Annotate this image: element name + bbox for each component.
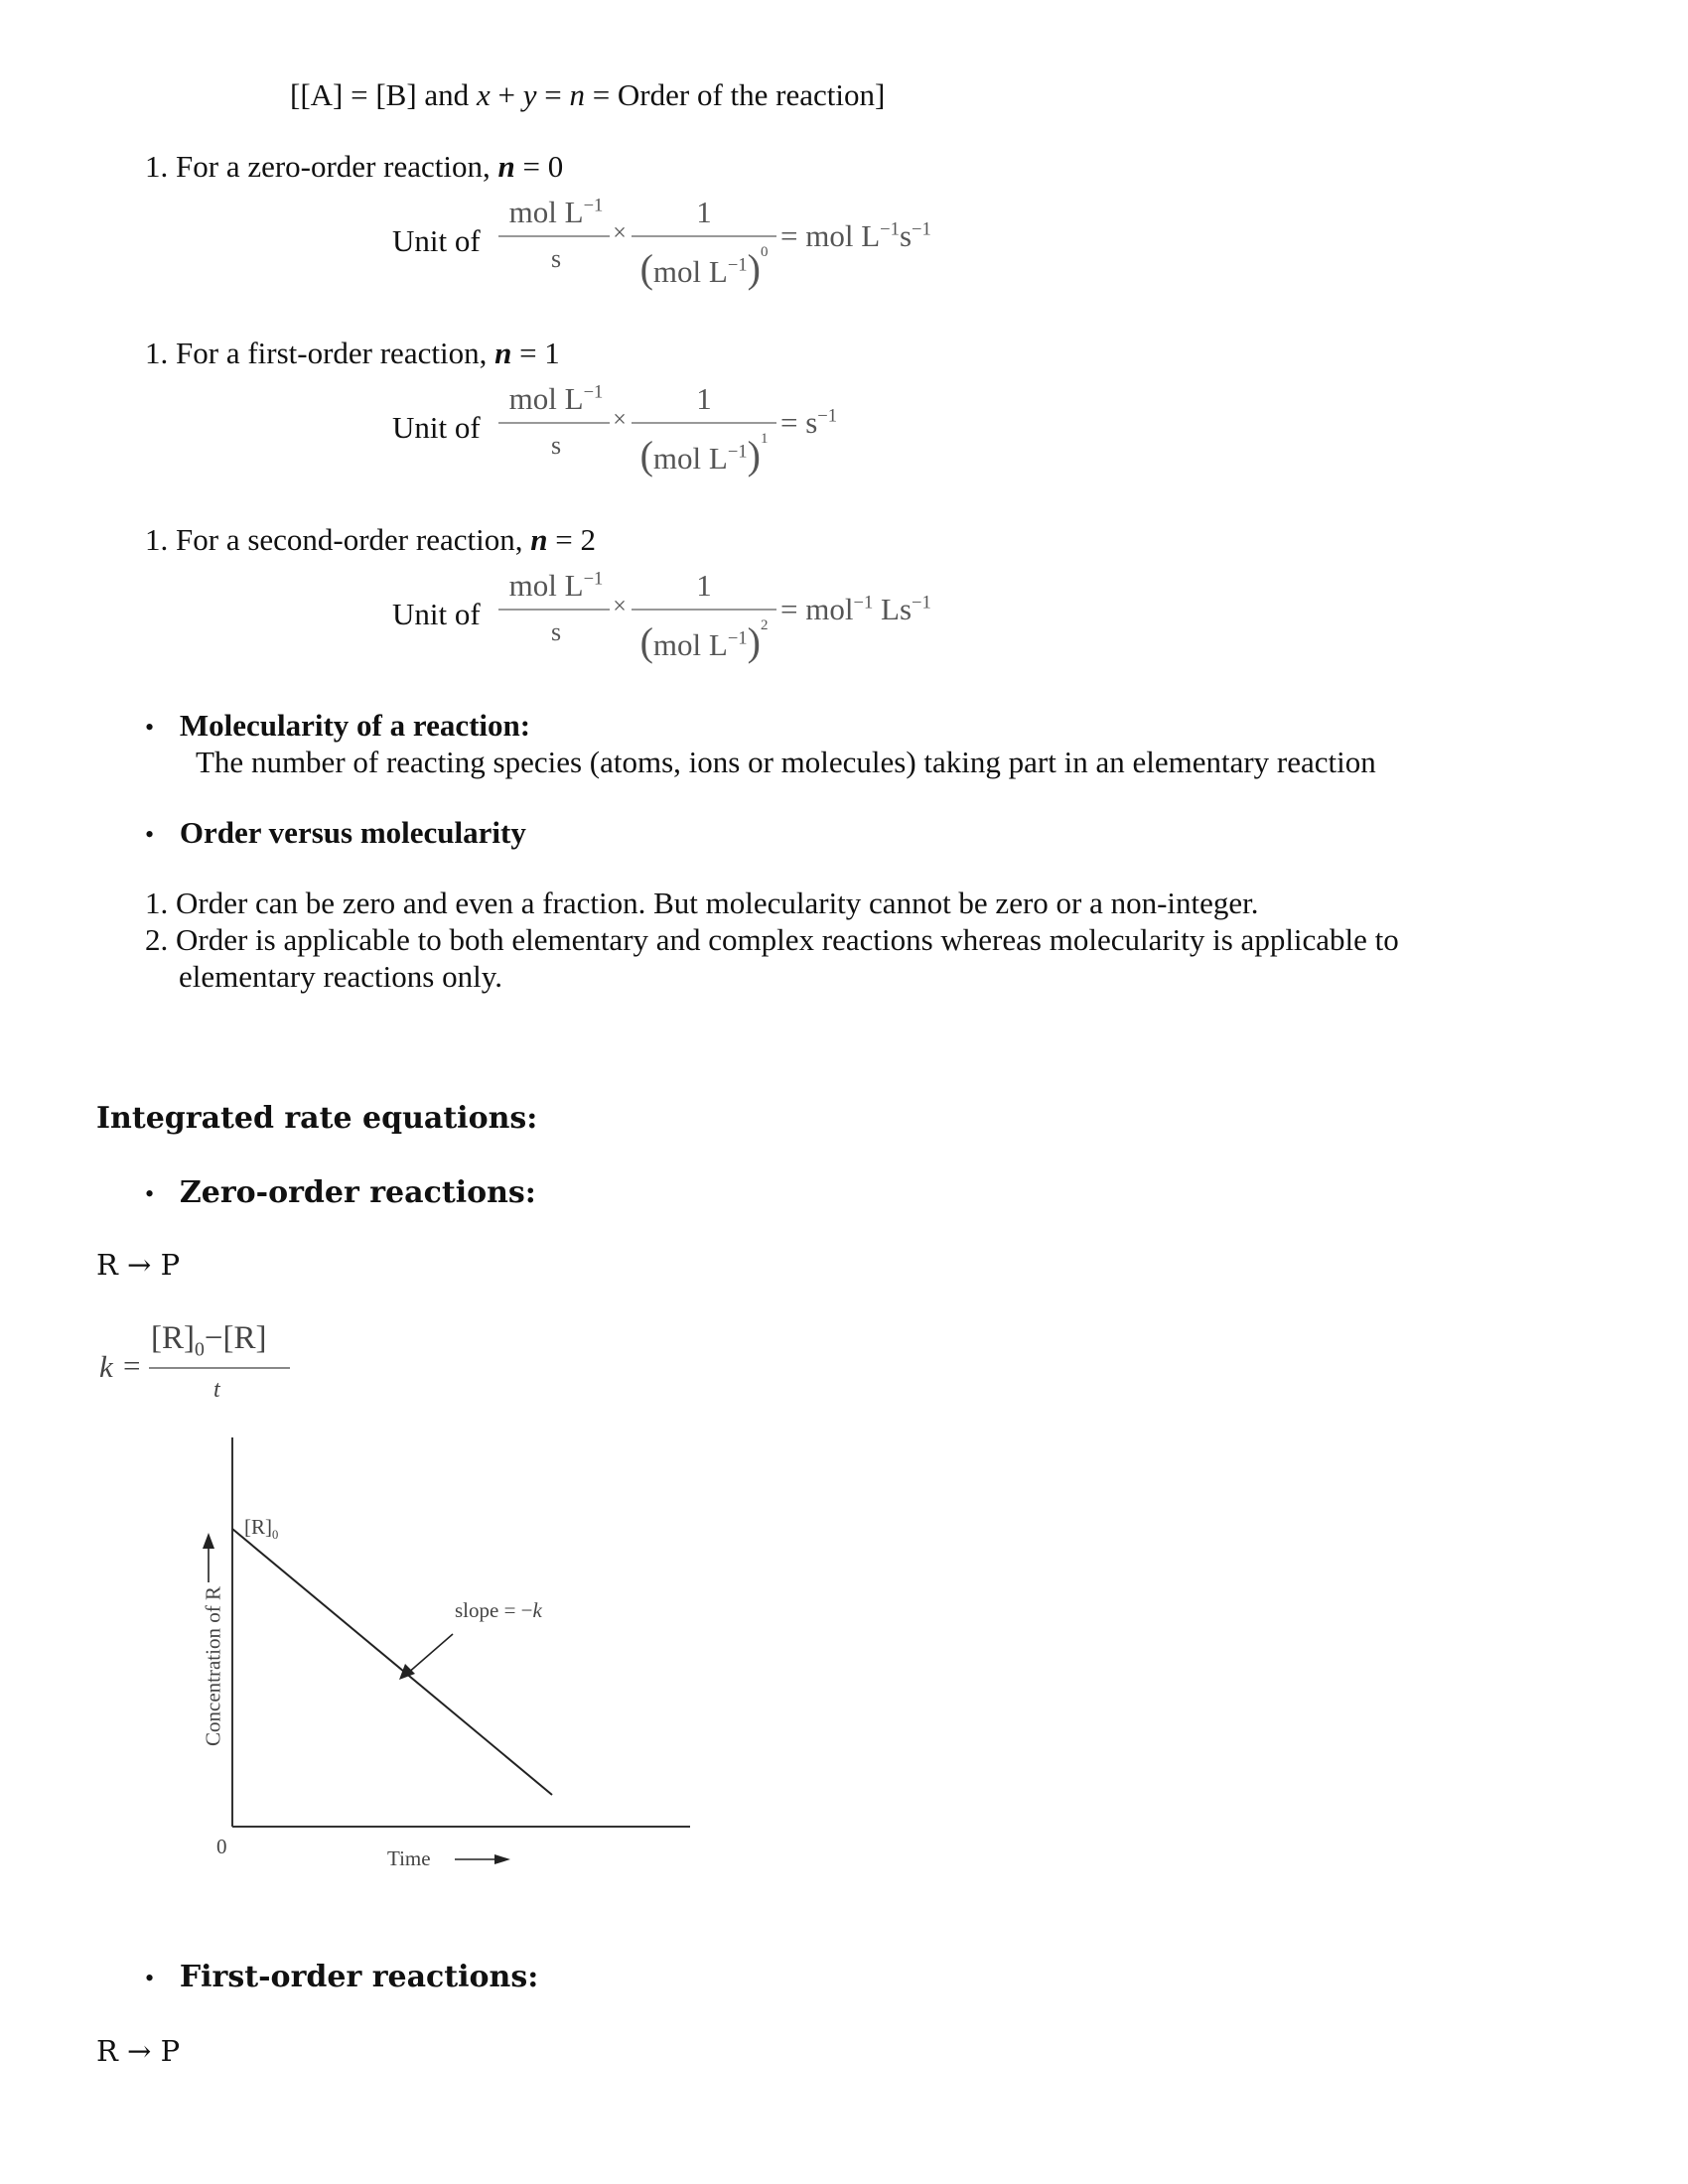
y-arrow-head	[203, 1533, 214, 1549]
var-n: n	[530, 522, 548, 557]
item-text: For a zero-order reaction,	[176, 149, 498, 184]
unit-label: Unit of	[392, 223, 481, 258]
list-number: 1.	[145, 522, 169, 557]
var-n: n	[494, 336, 512, 370]
unit-result: = $s^{-1}$	[780, 405, 838, 440]
list-item	[145, 922, 1399, 958]
fraction-bar	[632, 422, 776, 424]
one: 1	[696, 568, 712, 603]
denominator: s	[550, 244, 562, 273]
first-order-reactions-title: First-order reactions:	[179, 1960, 539, 1994]
bullet-icon: •	[145, 1179, 155, 1208]
item-text: For a first-order reaction,	[176, 336, 495, 370]
unit-result: = mol $L^{-1}s^{-1}$	[780, 218, 931, 253]
var-t: t	[213, 1377, 220, 1403]
list-item-continuation: elementary reactions only.	[179, 959, 502, 994]
bullet-icon: •	[145, 713, 155, 742]
y-axis-label: Concentration of R	[201, 1586, 225, 1746]
var-x: x	[476, 77, 491, 112]
list-number: 2.	[145, 922, 169, 957]
x-arrow-head	[494, 1854, 510, 1864]
numerator: $[R]_0-[R]$	[151, 1320, 267, 1361]
one: 1	[696, 195, 712, 229]
list-number: 1.	[145, 149, 169, 184]
r0-label: $[R]_0$	[244, 1515, 279, 1543]
denominator-2: (mol $L^{-1})^2$	[639, 617, 769, 664]
numerator: mol $L^{-1}$	[508, 568, 604, 603]
list-item-text: Order is applicable to both elementary and complex reactions whereas molecularity is applicable to	[176, 922, 1399, 957]
reaction-equation: R → P	[96, 1248, 181, 1282]
item-value: = 1	[511, 336, 560, 370]
list-item	[145, 886, 1259, 921]
fraction-bar	[498, 609, 610, 611]
fraction-bar	[632, 235, 776, 237]
origin-label: 0	[216, 1835, 227, 1858]
list-number: 1.	[145, 886, 169, 920]
reaction-equation: R → P	[96, 2034, 181, 2068]
unit-label: Unit of	[392, 410, 481, 445]
zero-order-reactions-title: Zero-order reactions:	[179, 1175, 536, 1210]
bullet-icon: •	[145, 1964, 155, 1992]
zero-order-item	[145, 149, 563, 185]
concentration-time-graph	[179, 1430, 705, 1896]
section-heading: Integrated rate equations:	[96, 1101, 538, 1136]
one: 1	[696, 381, 712, 416]
molecularity-bullet	[145, 708, 530, 744]
second-order-item	[145, 522, 596, 558]
item-text: For a second-order reaction,	[176, 522, 531, 557]
top-note	[290, 77, 885, 113]
denominator-2: (mol $L^{-1})^0$	[639, 244, 769, 291]
concentration-line	[232, 1529, 552, 1795]
var-n: n	[497, 149, 515, 184]
molecularity-definition: The number of reacting species (atoms, ions or molecules) taking part in an elementary reaction	[196, 745, 1376, 779]
denominator: s	[550, 617, 562, 646]
fraction-bar	[498, 422, 610, 424]
order-vs-molecularity-bullet	[145, 815, 526, 851]
slope-label: slope = −k	[455, 1598, 542, 1622]
denominator: s	[550, 431, 562, 460]
fraction-bar	[632, 609, 776, 611]
unit-label: Unit of	[392, 597, 481, 631]
times-sign: ×	[613, 594, 627, 619]
item-value: = 2	[547, 522, 596, 557]
numerator: mol $L^{-1}$	[508, 195, 604, 229]
var-k: k	[99, 1349, 113, 1384]
var-n: n	[569, 77, 585, 112]
list-number: 1.	[145, 336, 169, 370]
times-sign: ×	[613, 220, 627, 246]
top-note-prefix: [[A] = [B] and	[290, 77, 477, 112]
denominator-2: (mol $L^{-1})^1$	[639, 431, 769, 478]
times-sign: ×	[613, 407, 627, 433]
unit-result: = mol$^{-1}$ $Ls^{-1}$	[780, 592, 931, 626]
slope-arrow-head	[399, 1664, 415, 1680]
zero-order-reactions-bullet	[145, 1174, 536, 1210]
top-note-suffix: = Order of the reaction]	[584, 77, 886, 112]
equals-sign: =	[536, 77, 570, 112]
molecularity-title: Molecularity of a reaction:	[179, 708, 531, 743]
item-value: = 0	[514, 149, 564, 184]
fraction-bar	[149, 1367, 290, 1369]
fraction-bar	[498, 235, 610, 237]
first-order-reactions-bullet	[145, 1959, 538, 1994]
numerator: mol $L^{-1}$	[508, 381, 604, 416]
order-vs-molecularity-title: Order versus molecularity	[179, 815, 526, 850]
bullet-icon: •	[145, 820, 155, 849]
plus-sign: +	[490, 77, 523, 112]
equals-sign: =	[123, 1348, 141, 1383]
x-axis-label: Time	[387, 1846, 431, 1870]
var-y: y	[522, 77, 537, 112]
slope-arrow-line	[407, 1634, 453, 1674]
list-item-text: Order can be zero and even a fraction. But molecularity cannot be zero or a non-integer.	[176, 886, 1259, 920]
first-order-item	[145, 336, 560, 371]
graph-svg	[179, 1430, 705, 1896]
